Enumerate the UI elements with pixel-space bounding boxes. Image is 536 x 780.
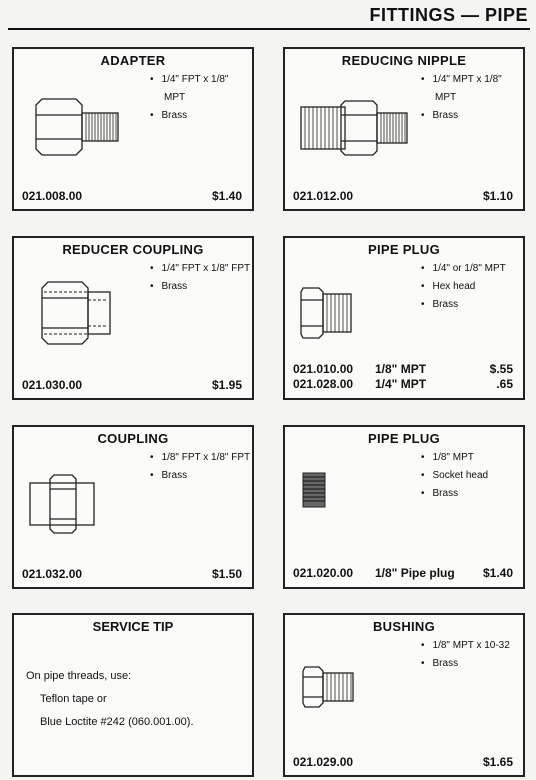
price: $1.95 bbox=[211, 378, 242, 392]
price: $1.50 bbox=[211, 567, 242, 581]
spec-item: • 1/8" MPT x 10-32 bbox=[421, 637, 510, 655]
spec-item: • Brass bbox=[421, 296, 506, 314]
part-number: 021.012.00 bbox=[293, 189, 354, 203]
card-title: PIPE PLUG bbox=[367, 242, 441, 257]
price-row bbox=[293, 566, 513, 581]
part-number: 021.010.00 bbox=[293, 362, 354, 376]
price: $1.10 bbox=[482, 189, 513, 203]
title-rule bbox=[8, 28, 530, 30]
spec-item: • Socket head bbox=[421, 467, 488, 485]
hex-pipe-plug-illustration bbox=[299, 284, 379, 344]
size: 1/8" Pipe plug bbox=[375, 566, 455, 580]
card-title: REDUCER COUPLING bbox=[62, 242, 204, 257]
spec-list bbox=[421, 637, 510, 673]
card-title: COUPLING bbox=[97, 431, 169, 446]
part-number: 021.020.00 bbox=[293, 566, 354, 580]
coupling-illustration bbox=[28, 471, 128, 541]
reducing-nipple-illustration bbox=[299, 95, 419, 165]
card-pipe-plug-socket bbox=[283, 425, 525, 589]
bushing-illustration bbox=[301, 663, 371, 713]
service-tip-title: SERVICE TIP bbox=[92, 619, 174, 634]
service-tip-card bbox=[12, 613, 254, 777]
card-title: PIPE PLUG bbox=[367, 431, 441, 446]
price: $1.40 bbox=[482, 566, 513, 580]
spec-item: • Brass bbox=[150, 107, 252, 125]
part-number: 021.008.00 bbox=[22, 189, 83, 203]
spec-list bbox=[150, 260, 250, 296]
spec-item: • Brass bbox=[150, 467, 250, 485]
spec-item: • 1/4" FPT x 1/8" FPT bbox=[150, 260, 250, 278]
card-adapter bbox=[12, 47, 254, 211]
spec-item: • 1/4" FPT x 1/8" MPT bbox=[150, 71, 252, 107]
adapter-illustration bbox=[34, 91, 134, 161]
price: .65 bbox=[496, 377, 513, 391]
spec-list bbox=[150, 71, 252, 125]
card-reducing-nipple bbox=[283, 47, 525, 211]
part-number: 021.032.00 bbox=[22, 567, 83, 581]
price: $.55 bbox=[489, 362, 513, 376]
price-table bbox=[293, 566, 513, 581]
spec-item: • 1/8" MPT bbox=[421, 449, 488, 467]
price: $1.40 bbox=[211, 189, 242, 203]
card-coupling bbox=[12, 425, 254, 589]
spec-item: • 1/4" MPT x 1/8" MPT bbox=[421, 71, 523, 107]
service-tip-line: On pipe threads, use: bbox=[26, 670, 132, 682]
spec-list bbox=[150, 449, 250, 485]
spec-item: • 1/8" FPT x 1/8" FPT bbox=[150, 449, 250, 467]
service-tip-text bbox=[26, 665, 194, 734]
spec-list bbox=[421, 449, 488, 503]
spec-item: • Brass bbox=[421, 107, 523, 125]
size: 1/8" MPT bbox=[375, 362, 427, 376]
card-bushing bbox=[283, 613, 525, 777]
card-pipe-plug-hex bbox=[283, 236, 525, 400]
spec-list bbox=[421, 260, 506, 314]
card-title: BUSHING bbox=[372, 619, 436, 634]
spec-item: • Brass bbox=[421, 485, 488, 503]
price-row bbox=[293, 377, 513, 392]
part-number: 021.030.00 bbox=[22, 378, 83, 392]
size: 1/4" MPT bbox=[375, 377, 427, 391]
spec-item: • Brass bbox=[150, 278, 250, 296]
price: $1.65 bbox=[482, 755, 513, 769]
spec-item: • Brass bbox=[421, 655, 510, 673]
card-title: ADAPTER bbox=[100, 53, 166, 68]
service-tip-line: Teflon tape or bbox=[40, 693, 107, 705]
price-table bbox=[293, 362, 513, 392]
socket-pipe-plug-illustration bbox=[301, 469, 341, 519]
reducer-coupling-illustration bbox=[40, 278, 140, 348]
spec-item: • 1/4" or 1/8" MPT bbox=[421, 260, 506, 278]
part-number: 021.028.00 bbox=[293, 377, 354, 391]
spec-list bbox=[421, 71, 523, 125]
page-title: FITTINGS — PIPE bbox=[369, 5, 528, 25]
card-reducer-coupling bbox=[12, 236, 254, 400]
service-tip-line: Blue Loctite #242 (060.001.00). bbox=[40, 716, 194, 728]
card-title: REDUCING NIPPLE bbox=[341, 53, 467, 68]
spec-item: • Hex head bbox=[421, 278, 506, 296]
price-row bbox=[293, 362, 513, 377]
part-number: 021.029.00 bbox=[293, 755, 354, 769]
